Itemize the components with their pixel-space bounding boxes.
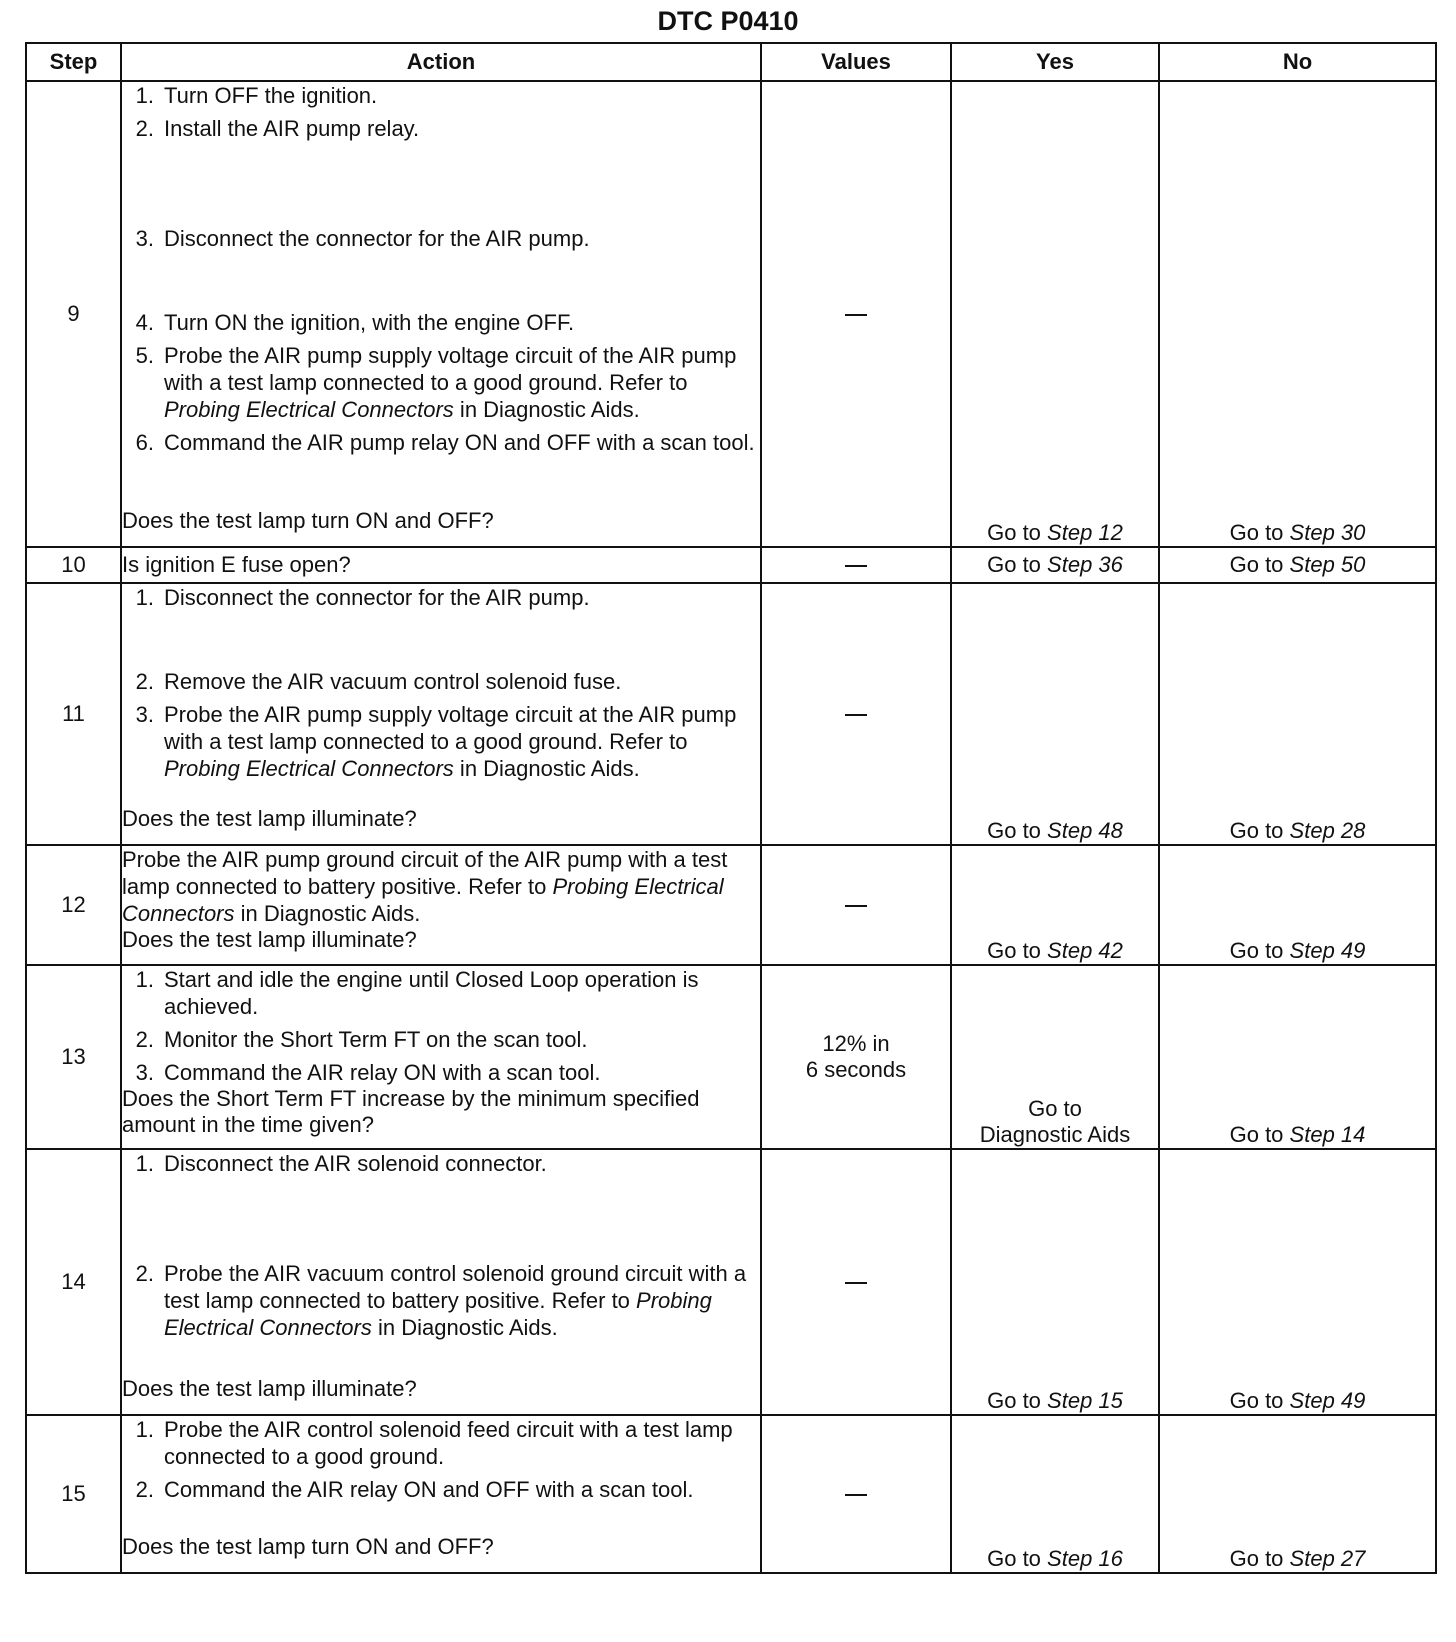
no-cell: Go to Step 49 xyxy=(1159,845,1436,965)
list-item: 1. Probe the AIR control solenoid feed circuit with a test lamp connected to a good ground. xyxy=(135,1417,733,1469)
dash-value xyxy=(845,714,867,716)
reference-link-text: Probing Electrical Connectors xyxy=(164,756,454,781)
header-values: Values xyxy=(761,43,951,81)
reference-link-text: Probing Electrical Connectors xyxy=(122,874,724,926)
values-line: 6 seconds xyxy=(805,1057,907,1082)
list-item: 1. Disconnect the AIR solenoid connector. xyxy=(135,1151,547,1176)
action-paragraph: Probe the AIR pump ground circuit of the AIR pump with a test lamp connected to battery positive. Refer to Probing Electrical Connectors in Diagnostic Aids. xyxy=(122,847,728,926)
action-steps-list xyxy=(122,966,760,1086)
action-cell xyxy=(121,547,761,583)
no-cell: Go to Step 49 xyxy=(1159,1149,1436,1415)
question-text: Does the Short Term FT increase by the minimum specified amount in the time given? xyxy=(122,1086,700,1137)
list-item: 1. Disconnect the connector for the AIR pump. xyxy=(135,585,590,610)
step-number: 11 xyxy=(26,583,121,845)
diagnostic-table xyxy=(25,42,1437,1574)
list-item: 3. Command the AIR relay ON with a scan tool. xyxy=(135,1060,601,1085)
action-steps-list xyxy=(122,82,760,456)
question-text: Does the test lamp illuminate? xyxy=(122,806,417,831)
step-number: 9 xyxy=(26,81,121,547)
values-cell xyxy=(761,81,951,547)
step-number: 12 xyxy=(26,845,121,965)
list-item: 3. Disconnect the connector for the AIR pump. xyxy=(135,226,590,251)
step-number: 10 xyxy=(26,547,121,583)
yes-cell: Go to Step 16 xyxy=(951,1415,1159,1573)
no-cell: Go to Step 50 xyxy=(1159,547,1436,583)
no-cell: Go to Step 28 xyxy=(1159,583,1436,845)
page-title: DTC P0410 xyxy=(657,6,799,36)
dash-value xyxy=(845,905,867,907)
table-row xyxy=(26,81,1436,547)
table-header-row xyxy=(26,43,1436,81)
list-item: 4. Turn ON the ignition, with the engine OFF. xyxy=(135,310,575,335)
list-item: 2. Command the AIR relay ON and OFF with a scan tool. xyxy=(135,1477,694,1502)
action-cell xyxy=(121,1149,761,1415)
list-item: 1. Start and idle the engine until Closed Loop operation is achieved. xyxy=(135,967,699,1019)
values-cell xyxy=(761,965,951,1149)
action-cell xyxy=(121,81,761,547)
list-item: 6. Command the AIR pump relay ON and OFF with a scan tool. xyxy=(135,430,755,455)
no-cell: Go to Step 27 xyxy=(1159,1415,1436,1573)
table-row xyxy=(26,1415,1436,1573)
question-text: Does the test lamp turn ON and OFF? xyxy=(122,508,494,533)
list-item: 2. Install the AIR pump relay. xyxy=(135,116,420,141)
list-item: 3. Probe the AIR pump supply voltage circuit at the AIR pump with a test lamp connected to a good ground. Refer to Probing Electrical Connectors in Diagnostic Aids. xyxy=(135,702,737,781)
header-step: Step xyxy=(26,43,121,81)
yes-cell: Go to Diagnostic Aids xyxy=(951,965,1159,1149)
yes-cell: Go to Step 42 xyxy=(951,845,1159,965)
table-row xyxy=(26,965,1436,1149)
list-item: 1. Turn OFF the ignition. xyxy=(135,83,378,108)
values-cell xyxy=(761,845,951,965)
values-cell xyxy=(761,1149,951,1415)
dash-value xyxy=(845,314,867,316)
list-item: 2. Remove the AIR vacuum control solenoid fuse. xyxy=(135,669,622,694)
header-action: Action xyxy=(121,43,761,81)
yes-cell: Go to Step 12 xyxy=(951,81,1159,547)
list-item: 5. Probe the AIR pump supply voltage circuit of the AIR pump with a test lamp connected to a good ground. Refer to Probing Electrical Connectors in Diagnostic Aids. xyxy=(135,343,737,422)
values-cell xyxy=(761,547,951,583)
no-cell: Go to Step 30 xyxy=(1159,81,1436,547)
question-text: Does the test lamp illuminate? xyxy=(122,1376,417,1401)
values-cell xyxy=(761,583,951,845)
yes-cell: Go to Step 15 xyxy=(951,1149,1159,1415)
action-cell xyxy=(121,965,761,1149)
list-item: 2. Probe the AIR vacuum control solenoid ground circuit with a test lamp connected to battery positive. Refer to Probing Electrical Connectors in Diagnostic Aids. xyxy=(135,1261,747,1340)
step-number: 13 xyxy=(26,965,121,1149)
table-row xyxy=(26,547,1436,583)
action-steps-list xyxy=(122,1416,760,1503)
action-cell xyxy=(121,1415,761,1573)
dash-value xyxy=(845,1494,867,1496)
values-line: 12% in xyxy=(822,1031,890,1056)
action-steps-list xyxy=(122,1150,760,1341)
question-text: Does the test lamp illuminate? xyxy=(122,927,417,952)
dash-value xyxy=(845,1282,867,1284)
table-row xyxy=(26,583,1436,845)
header-no: No xyxy=(1159,43,1436,81)
reference-link-text: Probing Electrical Connectors xyxy=(164,1288,712,1340)
action-cell xyxy=(121,583,761,845)
no-cell: Go to Step 14 xyxy=(1159,965,1436,1149)
action-cell xyxy=(121,845,761,965)
header-yes: Yes xyxy=(951,43,1159,81)
list-item: 2. Monitor the Short Term FT on the scan tool. xyxy=(135,1027,588,1052)
values-cell xyxy=(761,1415,951,1573)
action-steps-list xyxy=(122,584,760,782)
reference-link-text: Probing Electrical Connectors xyxy=(164,397,454,422)
yes-cell: Go to Step 48 xyxy=(951,583,1159,845)
question-text: Is ignition E fuse open? xyxy=(122,552,351,577)
table-row xyxy=(26,1149,1436,1415)
step-number: 15 xyxy=(26,1415,121,1573)
step-number: 14 xyxy=(26,1149,121,1415)
question-text: Does the test lamp turn ON and OFF? xyxy=(122,1534,494,1559)
dash-value xyxy=(845,565,867,567)
yes-cell: Go to Step 36 xyxy=(951,547,1159,583)
table-row xyxy=(26,845,1436,965)
